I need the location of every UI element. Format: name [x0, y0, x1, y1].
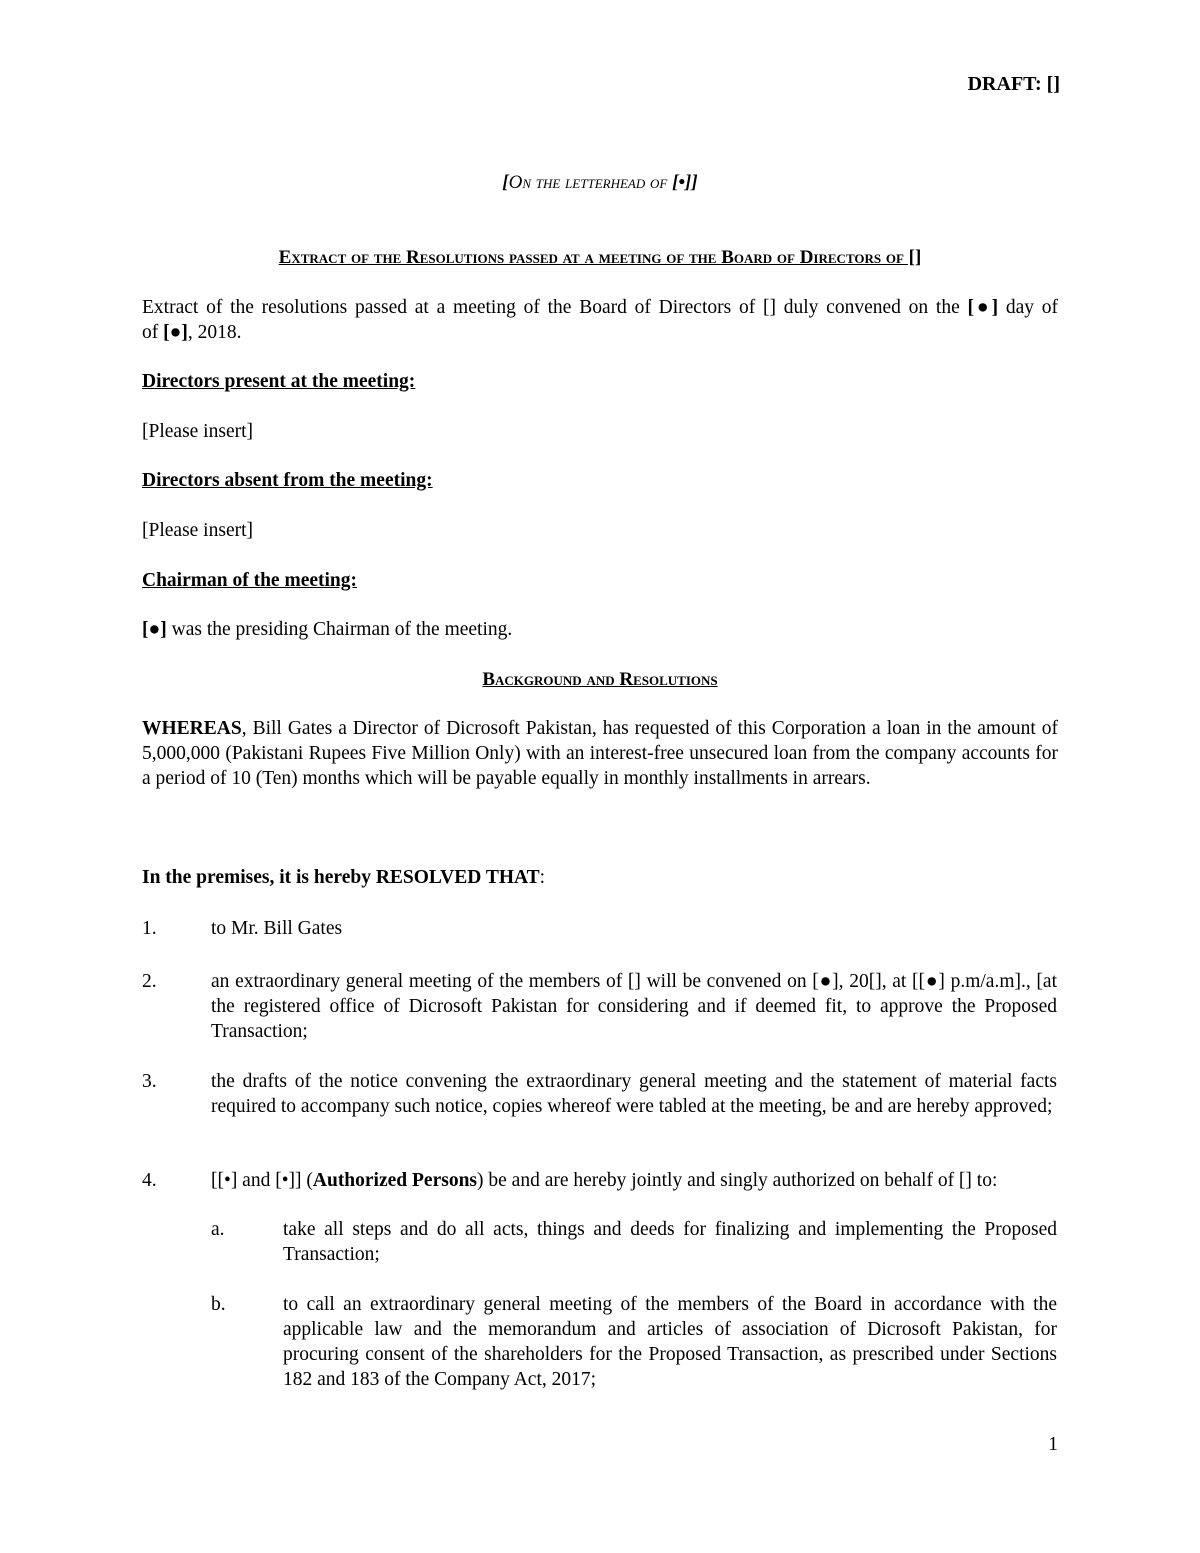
chairman-heading: Chairman of the meeting: — [142, 570, 358, 591]
whereas-paragraph — [142, 716, 1058, 791]
letterhead-text: On the letterhead of — [508, 172, 668, 193]
item-text — [211, 1168, 1057, 1193]
subitem-letter: a. — [211, 1219, 225, 1240]
item4-post: ) be and are hereby jointly and singly authorized on behalf of [] to: — [477, 1170, 998, 1191]
resolved-colon: : — [539, 867, 546, 888]
subitem-text: take all steps and do all acts, things and deeds for finalizing and implementing the Proposed Transaction; — [283, 1219, 1057, 1265]
whereas-text: , Bill Gates a Director of Dicrosoft Pakistan, has requested of this Corporation a loan in the amount of 5,000,000 (Pakistani Rupees Five Million Only) with an interest-free unsecured loan from the company accounts for a period of 10 (Ten) months which will be payable equally in monthly installments in arrears. — [142, 718, 1058, 789]
subitem-letter: b. — [211, 1294, 226, 1315]
present-heading: Directors present at the meeting: — [142, 371, 416, 392]
item-number: 4. — [142, 1170, 157, 1191]
intro-paragraph-cont: of [●], 2018. — [142, 322, 242, 343]
letterhead-close-bracket: ] — [691, 172, 698, 193]
item-number: 1. — [142, 918, 157, 939]
document-title: Extract of the Resolutions passed at a meeting of the Board of Directors of [] — [278, 247, 922, 268]
resolved-lead: In the premises, it is hereby RESOLVED THAT — [142, 867, 540, 888]
item-text: the drafts of the notice convening the extraordinary general meeting and the statement of material facts required to accompany such notice, copies whereof were tabled at the meeting, be and are hereby approved; — [211, 1071, 1057, 1117]
item-text: to Mr. Bill Gates — [211, 918, 343, 939]
authorized-persons-term: Authorized Persons — [312, 1170, 478, 1191]
item-number: 2. — [142, 971, 157, 992]
intro-mark1: [●] — [967, 297, 999, 318]
subitem-text: to call an extraordinary general meeting of the members of the Board in accordance with the applicable law and the memorandum and articles of association of Dicrosoft Pakistan, for procuring consent of the shareholders for the Proposed Transaction, as prescribed under Sections 182 and 183 of the Company Act, 2017; — [283, 1294, 1057, 1390]
item-text: an extraordinary general meeting of the members of [] will be convened on [●], 20[], at [[●] p.m/a.m]., [at the registered office of Dicrosoft Pakistan for considering and if deemed fit, to approve the Proposed Transaction; — [211, 971, 1057, 1042]
intro-part3: , 2018. — [187, 322, 242, 343]
intro-part2: day of — [1005, 297, 1059, 318]
intro-mark2: [●] — [163, 322, 188, 343]
letterhead-open-bracket: [ — [502, 172, 509, 193]
item-number: 3. — [142, 1071, 157, 1092]
intro-paragraph — [142, 295, 1058, 320]
chairman-paragraph — [142, 617, 1058, 642]
letterhead-placeholder: [•] — [672, 172, 692, 193]
page-number: 1 — [1048, 1434, 1058, 1455]
present-value: [Please insert] — [142, 421, 254, 442]
absent-value: [Please insert] — [142, 520, 254, 541]
draft-label: DRAFT: [] — [967, 73, 1060, 95]
resolved-line — [142, 865, 1058, 890]
item4-pre: [[•] and [•]] ( — [211, 1170, 313, 1191]
absent-heading: Directors absent from the meeting: — [142, 470, 433, 491]
whereas-lead: WHEREAS — [142, 718, 242, 739]
background-heading: Background and Resolutions — [482, 669, 718, 690]
chairman-text: was the presiding Chairman of the meeting. — [171, 619, 513, 640]
letterhead-line — [0, 170, 1200, 195]
intro-part1: Extract of the resolutions passed at a meeting of the Board of Directors of [] duly convened on the — [142, 297, 960, 318]
chairman-mark: [●] — [142, 619, 167, 640]
